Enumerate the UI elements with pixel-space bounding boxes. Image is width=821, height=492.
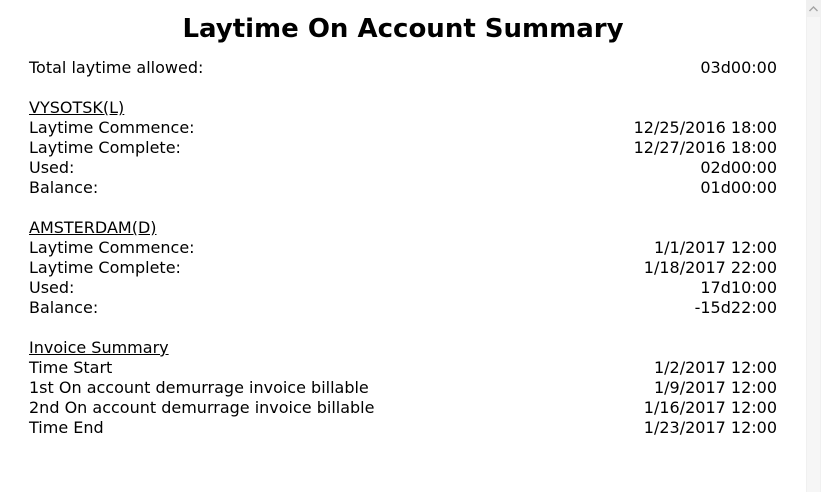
row-value: 17d10:00: [700, 278, 777, 297]
port-row-balance: [29, 178, 777, 198]
vertical-scrollbar[interactable]: [806, 0, 821, 492]
row-value: 1/16/2017 12:00: [643, 398, 777, 417]
port-row-used: [29, 158, 777, 178]
row-value: -15d22:00: [694, 298, 777, 317]
row-value: 1/2/2017 12:00: [653, 358, 777, 377]
row-label: Time Start: [29, 358, 113, 377]
row-label: Laytime Commence:: [29, 118, 195, 137]
invoice-row-time-end: [29, 418, 777, 438]
summary-body: [29, 58, 777, 438]
row-value: 02d00:00: [700, 158, 777, 177]
port-row-complete: [29, 258, 777, 278]
chevron-up-icon: [809, 6, 818, 12]
port-heading-amsterdam: AMSTERDAM(D): [29, 218, 157, 237]
row-label: 2nd On account demurrage invoice billable: [29, 398, 375, 417]
row-value: 1/23/2017 12:00: [643, 418, 777, 437]
row-value: 01d00:00: [700, 178, 777, 197]
invoice-summary-heading: Invoice Summary: [29, 338, 169, 357]
row-value: 1/9/2017 12:00: [653, 378, 777, 397]
row-value: 1/1/2017 12:00: [653, 238, 777, 257]
row-label: Time End: [29, 418, 104, 437]
row-label: Total laytime allowed:: [29, 58, 204, 77]
section-spacer: [29, 318, 777, 338]
row-label: 1st On account demurrage invoice billable: [29, 378, 369, 397]
row-value: 1/18/2017 22:00: [643, 258, 777, 277]
port-heading-vysotsk: VYSOTSK(L): [29, 98, 125, 117]
scroll-thumb[interactable]: [807, 17, 820, 492]
invoice-row-second-billable: [29, 398, 777, 418]
row-label: Balance:: [29, 178, 99, 197]
scroll-up-button[interactable]: [806, 0, 821, 17]
row-label: Laytime Complete:: [29, 138, 181, 157]
row-value: 03d00:00: [700, 58, 777, 77]
section-spacer: [29, 198, 777, 218]
row-label: Balance:: [29, 298, 99, 317]
row-label: Used:: [29, 158, 75, 177]
port-row-complete: [29, 138, 777, 158]
row-label: Laytime Commence:: [29, 238, 195, 257]
page-title: Laytime On Account Summary: [182, 14, 624, 44]
invoice-row-time-start: [29, 358, 777, 378]
port-row-commence: [29, 238, 777, 258]
total-laytime-row: [29, 58, 777, 78]
invoice-row-first-billable: [29, 378, 777, 398]
section-spacer: [29, 78, 777, 98]
row-label: Used:: [29, 278, 75, 297]
port-row-used: [29, 278, 777, 298]
row-value: 12/27/2016 18:00: [633, 138, 777, 157]
row-label: Laytime Complete:: [29, 258, 181, 277]
port-row-commence: [29, 118, 777, 138]
row-value: 12/25/2016 18:00: [633, 118, 777, 137]
port-row-balance: [29, 298, 777, 318]
